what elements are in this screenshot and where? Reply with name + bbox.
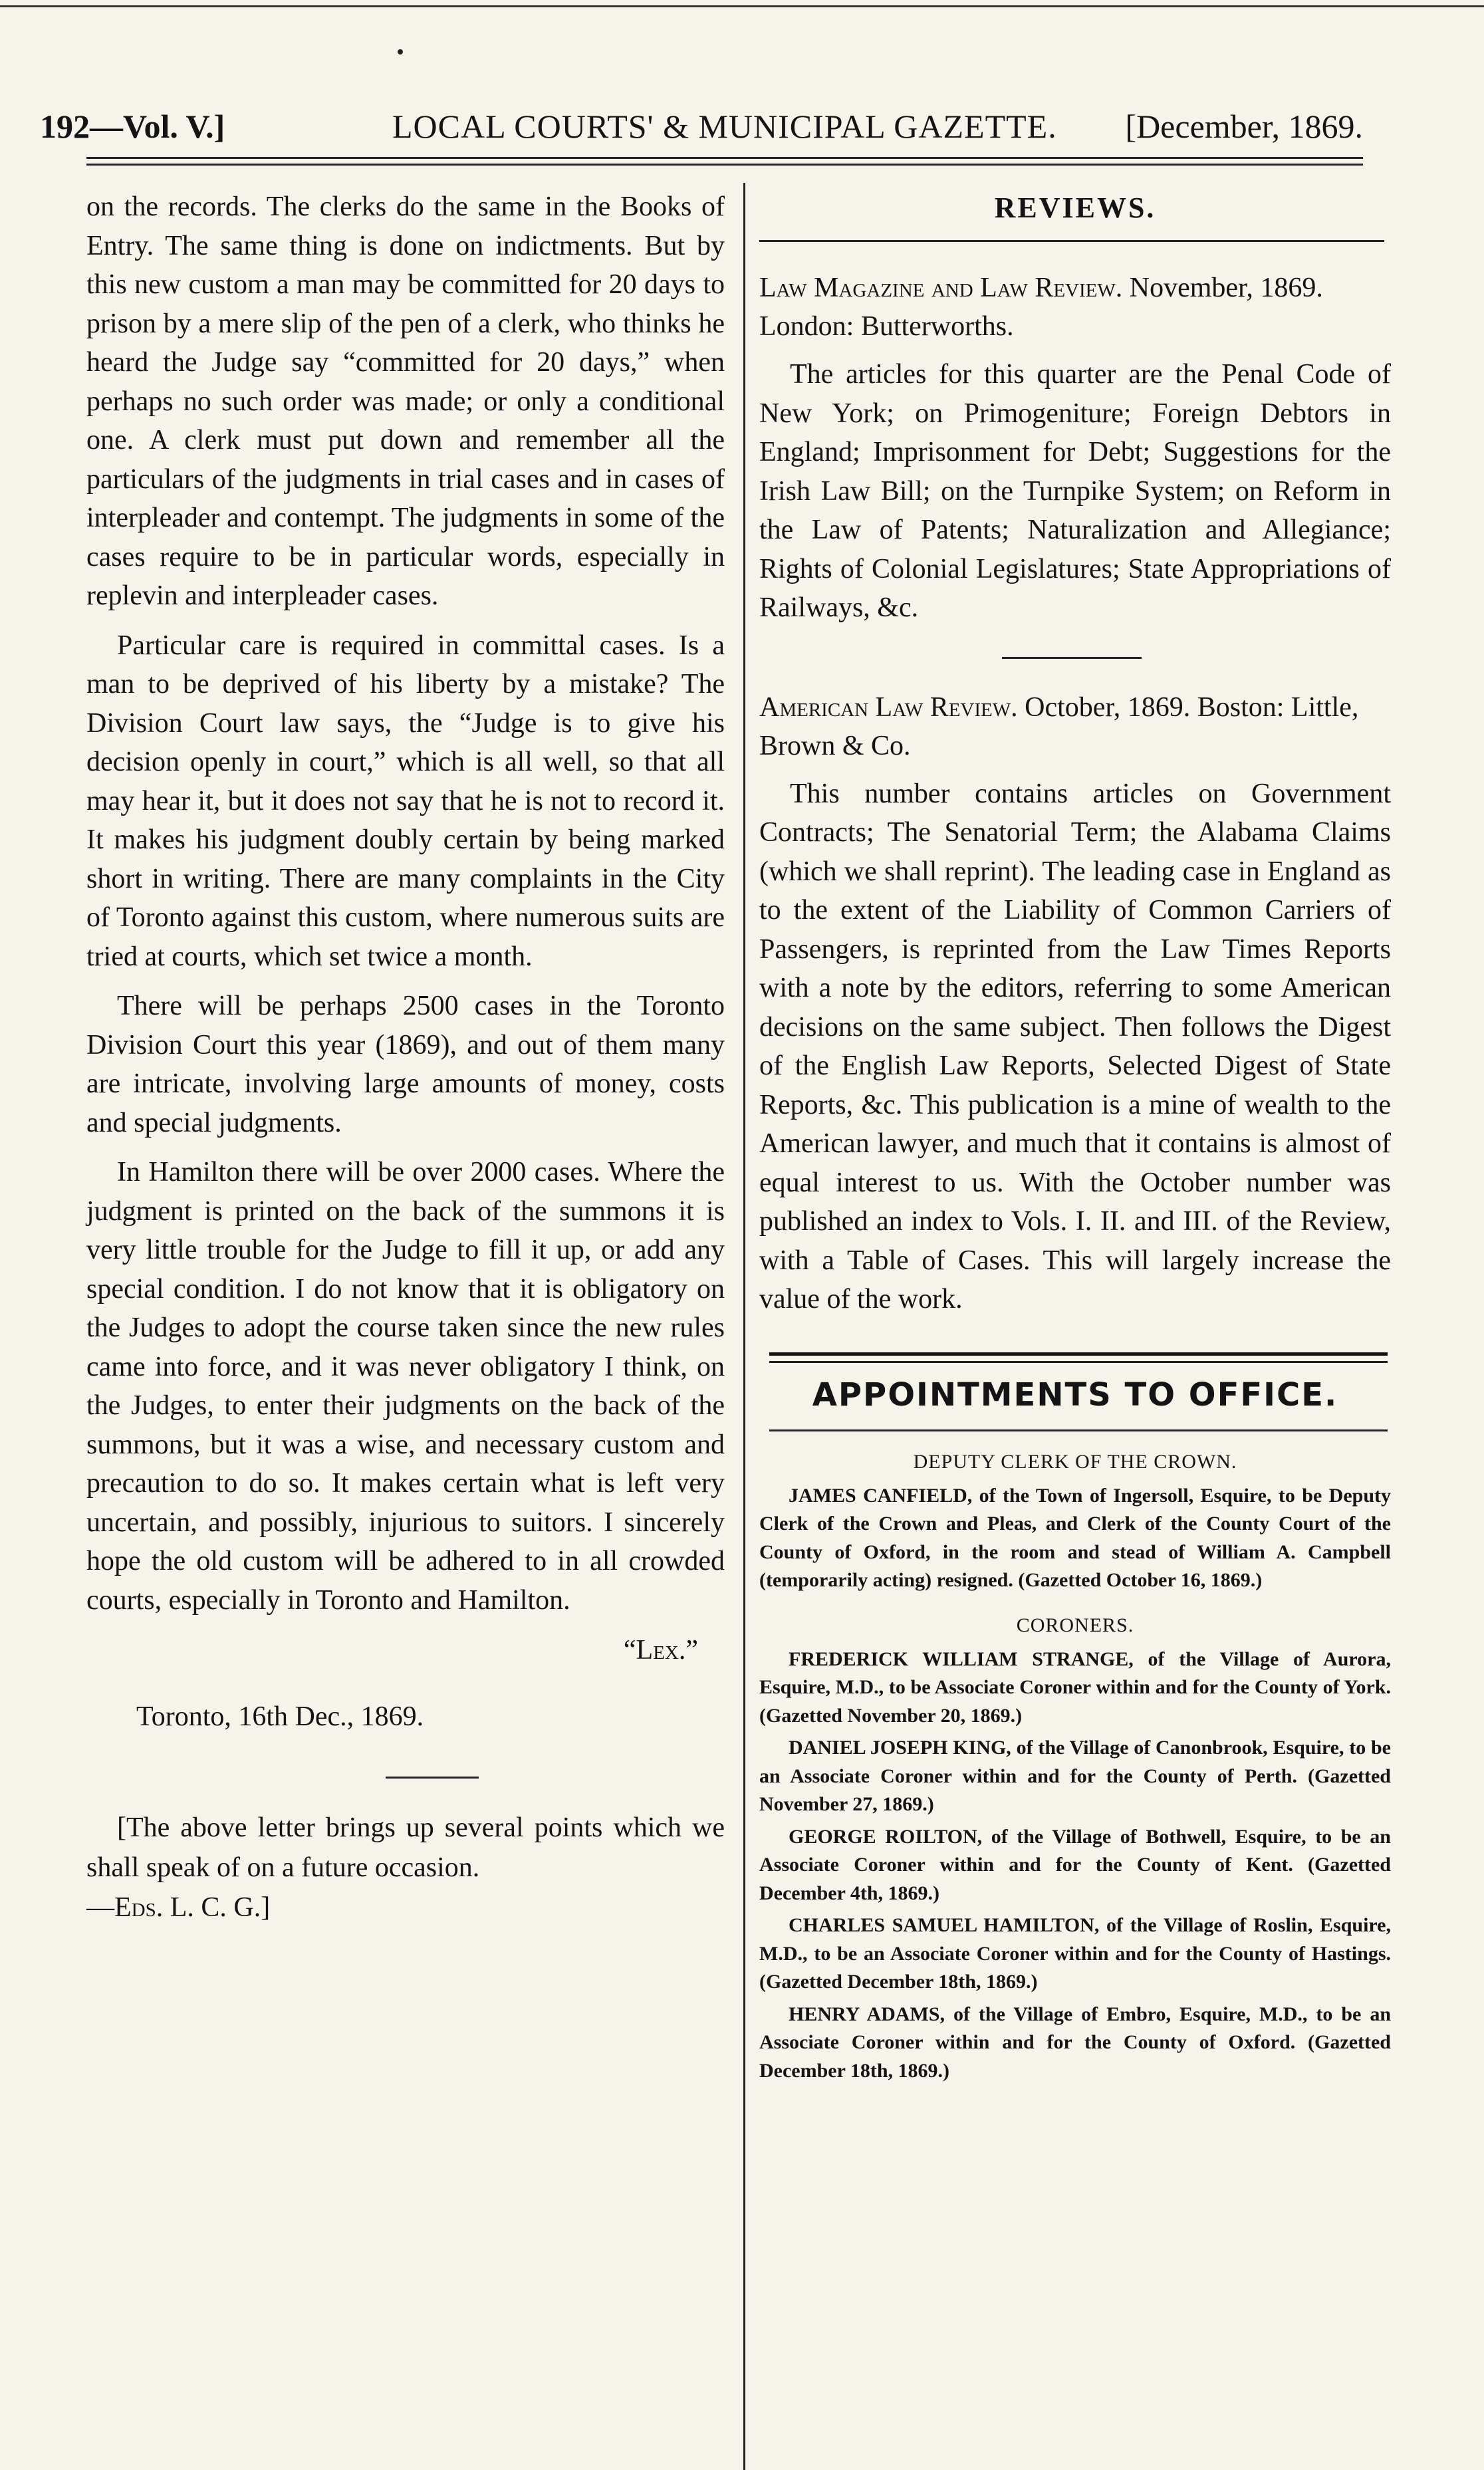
left-column [86, 187, 725, 1927]
page-header [40, 100, 1363, 153]
appointment-entry: DANIEL JOSEPH KING, of the Village of Canonbrook, Esquire, to be an Associate Coroner within and for the County of Perth. (Gazetted November 27, 1869.) [759, 1737, 1391, 1815]
review-2-citation [759, 688, 1391, 765]
review-1-details: November, 1869. London: Butterworths. [759, 273, 1323, 342]
letter-place-date: Toronto, 16th Dec., 1869. [136, 1701, 424, 1732]
publication-title: LOCAL COURTS' & MUNICIPAL GAZETTE. [392, 108, 1057, 145]
reviews-heading-rule [759, 240, 1384, 242]
right-column [759, 183, 1391, 2089]
review-separator-rule [1002, 657, 1142, 659]
appointments-rule-thick [769, 1352, 1388, 1356]
appointment-entry: GEORGE ROILTON, of the Village of Bothwell, Esquire, to be an Associate Coroner within and for the County of Kent. (Gazetted December 4th, 1869.) [759, 1825, 1391, 1904]
review-1-title: Law Magazine and Law Review. [759, 273, 1123, 303]
appointment-entry: HENRY ADAMS, of the Village of Embro, Esquire, M.D., to be an Associate Coroner within and for the County of Oxford. (Gazetted December 18th, 1869.) [759, 2003, 1391, 2082]
appointments-heading-rule [769, 1429, 1388, 1431]
column-divider [743, 183, 745, 2470]
issue-date: [December, 1869. [1125, 108, 1363, 145]
header-rule-top [86, 157, 1363, 159]
letter-signature: “Lex.” [623, 1635, 698, 1666]
coroner-entries [759, 1646, 1391, 2086]
volume-number: 192—Vol. V.] [40, 108, 225, 145]
letter-paragraph-2: Particular care is required in committal cases. Is a man to be deprived of his liberty by a mistake? The Division Court law says, the “Judge is to give his decision openly in court,” which is all well, so that all may hear it, but it does not say that he is not to record it. It makes his judgment doubly certain by being marked short in writing. There are many complaints in the City of Toronto against this custom, where numerous suits are tried at courts, which set twice a month. [86, 630, 725, 972]
editor-note: [The above letter brings up several points which we shall speak of on a future occasion. [86, 1812, 725, 1883]
section-label-coroners: CORONERS. [1016, 1614, 1134, 1636]
letter-paragraph-3: There will be perhaps 2500 cases in the Toronto Division Court this year (1869), and out of them many are intricate, involving large amounts of money, costs and special judgments. [86, 991, 725, 1138]
review-2-title: American Law Review. [759, 691, 1018, 723]
letter-paragraph-4: In Hamilton there will be over 2000 cases. Where the judgment is printed on the back of the summons it is very little trouble for the Judge to fill it up, or add any special condition. I do not know that it is obligatory on the Judges to adopt the course taken since the new rules came into force, and it was never obligatory I think, on the Judges, to enter their judgments on the back of the summons, but it was a wise, and necessary custom and precaution to do so. It makes certain what is left very uncertain, and possibly, injurious to suitors. I sincerely hope the old custom will be adhered to in all crowded courts, especially in Toronto and Hamilton. [86, 1157, 725, 1616]
section-label-deputy-clerk: DEPUTY CLERK OF THE CROWN. [913, 1450, 1237, 1473]
ink-speck [398, 49, 403, 55]
review-1-body: The articles for this quarter are the Penal Code of New York; on Primogeniture; Foreign Debtors in England; Imprisonment for Debt; Suggestions for the Irish Law Bill; on the Turnpike System; on Reform in the Law of Patents; Naturalization and Allegiance; Rights of Colonial Legislatures; State Appropriations of Railways, &c. [759, 359, 1391, 623]
editor-note-signature: —Eds. L. C. G.] [86, 1892, 271, 1923]
appointments-rule-thin [769, 1361, 1388, 1363]
appointment-entry: FREDERICK WILLIAM STRANGE, of the Village of Aurora, Esquire, M.D., to be Associate Coroner within and for the County of York. (Gazetted November 20, 1869.) [759, 1648, 1391, 1727]
top-border-rule [0, 5, 1484, 7]
review-2-body: This number contains articles on Government Contracts; The Senatorial Term; the Alabama Claims (which we shall reprint). The leading case in England as to the extent of the Liability of Common Carriers of Passengers, is reprinted from the Law Times Reports with a note by the editors, referring to some American decisions on the same subject. Then follows the Digest of the English Law Reports, Selected Digest of State Reports, &c. This publication is a mine of wealth to the American lawyer, and much that it contains is almost of equal interest to us. With the October number was published an index to Vols. I. II. and III. of the Review, with a Table of Cases. This will largely increase the value of the work. [759, 778, 1391, 1314]
review-1-citation [759, 269, 1391, 346]
header-rule-bottom [86, 164, 1363, 166]
deputy-clerk-entries [759, 1482, 1391, 1595]
review-2-details: October, 1869. Boston: Little, Brown & Co. [759, 691, 1359, 761]
reviews-heading: REVIEWS. [994, 191, 1156, 224]
appointments-heading: APPOINTMENTS TO OFFICE. [812, 1376, 1338, 1414]
letter-paragraph-1: on the records. The clerks do the same in the Books of Entry. The same thing is done on indictments. But by this new custom a man may be committed for 20 days to prison by a mere slip of the pen of a clerk, who thinks he heard the Judge say “committed for 20 days,” when perhaps no such order was made; or only a conditional one. A clerk must put down and remember all the particulars of the judgments in trial cases and in cases of interpleader and contempt. The judgments in some of the cases require to be in particular words, especially in replevin and interpleader cases. [86, 191, 725, 611]
appointment-entry: JAMES CANFIELD, of the Town of Ingersoll, Esquire, to be Deputy Clerk of the Crown and Pleas, and Clerk of the County Court of the County of Oxford, in the room and stead of William A. Campbell (temporarily acting) resigned. (Gazetted October 16, 1869.) [759, 1484, 1391, 1591]
letter-end-rule [386, 1777, 479, 1779]
appointment-entry: CHARLES SAMUEL HAMILTON, of the Village of Roslin, Esquire, M.D., to be an Associate Coroner within and for the County of Hastings. (Gazetted December 18th, 1869.) [759, 1914, 1391, 1993]
